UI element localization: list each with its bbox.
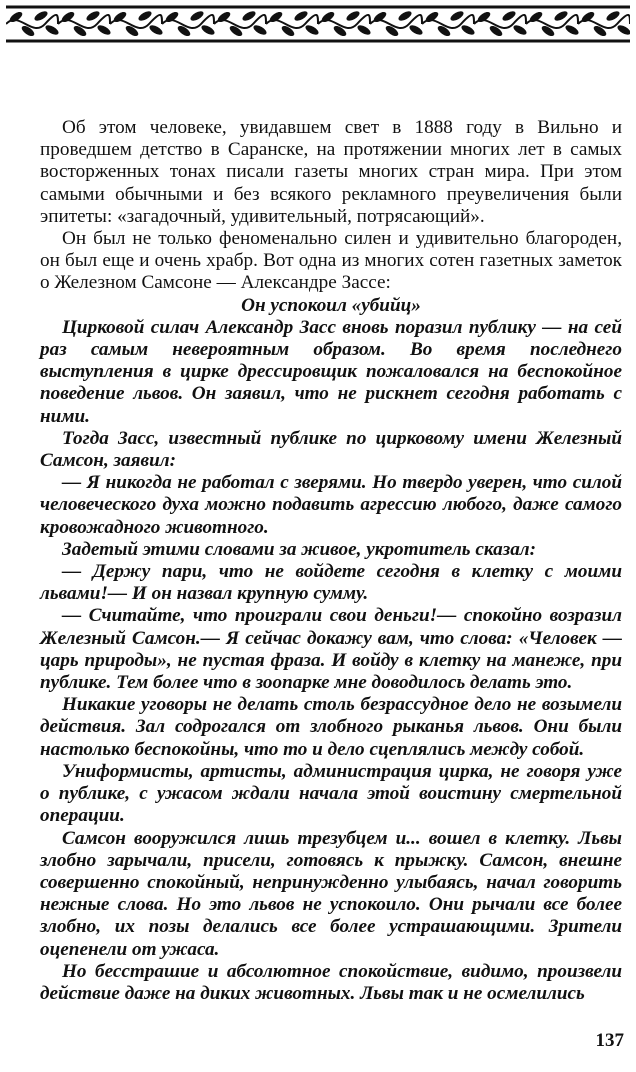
quote-paragraph-3: — Я никогда не работал с зверями. Но твердо уверен, что силой человеческого духа можно подавить агрессию любого, даже самого кровожадного животного. [40, 472, 622, 538]
quote-paragraph-6: — Считайте, что проиграли свои деньги!— спокойно возразил Железный Самсон.— Я сейчас докажу вам, что слова: «Человек — царь природы», не пустая фраза. И войду в клетку на манеже, при публике. Тем более что в зоопарке мне доводилось делать это. [40, 605, 622, 694]
quote-paragraph-4: Задетый этими словами за живое, укротитель сказал: [62, 538, 537, 560]
page-number: 137 [595, 1030, 624, 1051]
quote-paragraph-10: Но бесстрашие и абсолютное спокойствие, видимо, произвели действие даже на диких животных. Львы так и не осмелились [40, 960, 622, 1004]
quote-paragraph-1: Цирковой силач Александр Засс вновь поразил публику — на сей раз самым невероятным образом. Во время последнего выступления в цирке дрессировщик пожаловался на беспокойное поведение львов. Он заявил, что не рискнет сегодня работать с ними. [40, 316, 622, 427]
quote-paragraph-5: — Держу пари, что не войдете сегодня в клетку с моими львами!— И он назвал крупную сумму. [40, 561, 622, 605]
quote-paragraph-8: Униформисты, артисты, администрация цирка, не говоря уже о публике, с ужасом ждали начала этой воистину смертельной операции. [40, 760, 622, 827]
paragraph-character: Он был не только феноменально силен и удивительно благороден, он был еще и очень храбр. Вот одна из многих сотен газетных заметок о Железном Самсоне — Александре Зассе: [40, 228, 622, 294]
quote-paragraph-2: Тогда Засс, известный публике по цирковому имени Железный Самсон, заявил: [40, 427, 622, 472]
leaf-vine-ornament-icon [6, 4, 630, 44]
quote-paragraph-7: Никакие уговоры не делать столь безрассудное дело не возымели действия. Зал содрогался от злобного рыканья львов. Они были настолько беспокойны, что то и дело сцеплялись между собой. [40, 694, 622, 760]
quote-paragraph-9: Самсон вооружился лишь трезубцем и... вошел в клетку. Львы злобно зарычали, присели, готовясь к прыжку. Самсон, внешне совершенно спокойный, непринужденно улыбаясь, начал говорить нежные слова. Но это львов не успокоило. Они рычали все более злобно, их позы делались все более устрашающими. Зрители оцепенели от ужаса. [40, 827, 622, 960]
body-text [40, 117, 622, 1005]
paragraph-intro: Об этом человеке, увидавшем свет в 1888 году в Вильно и проведшем детство в Саранске, на протяжении многих лет в самых восторженных тонах писали газеты многих стран мира. При этом самыми обычными и без всякого рекламного преувеличения были эпитеты: «загадочный, удивительный, потрясающий». [40, 117, 622, 227]
article-heading: Он успокоил «убийц» [241, 294, 421, 316]
